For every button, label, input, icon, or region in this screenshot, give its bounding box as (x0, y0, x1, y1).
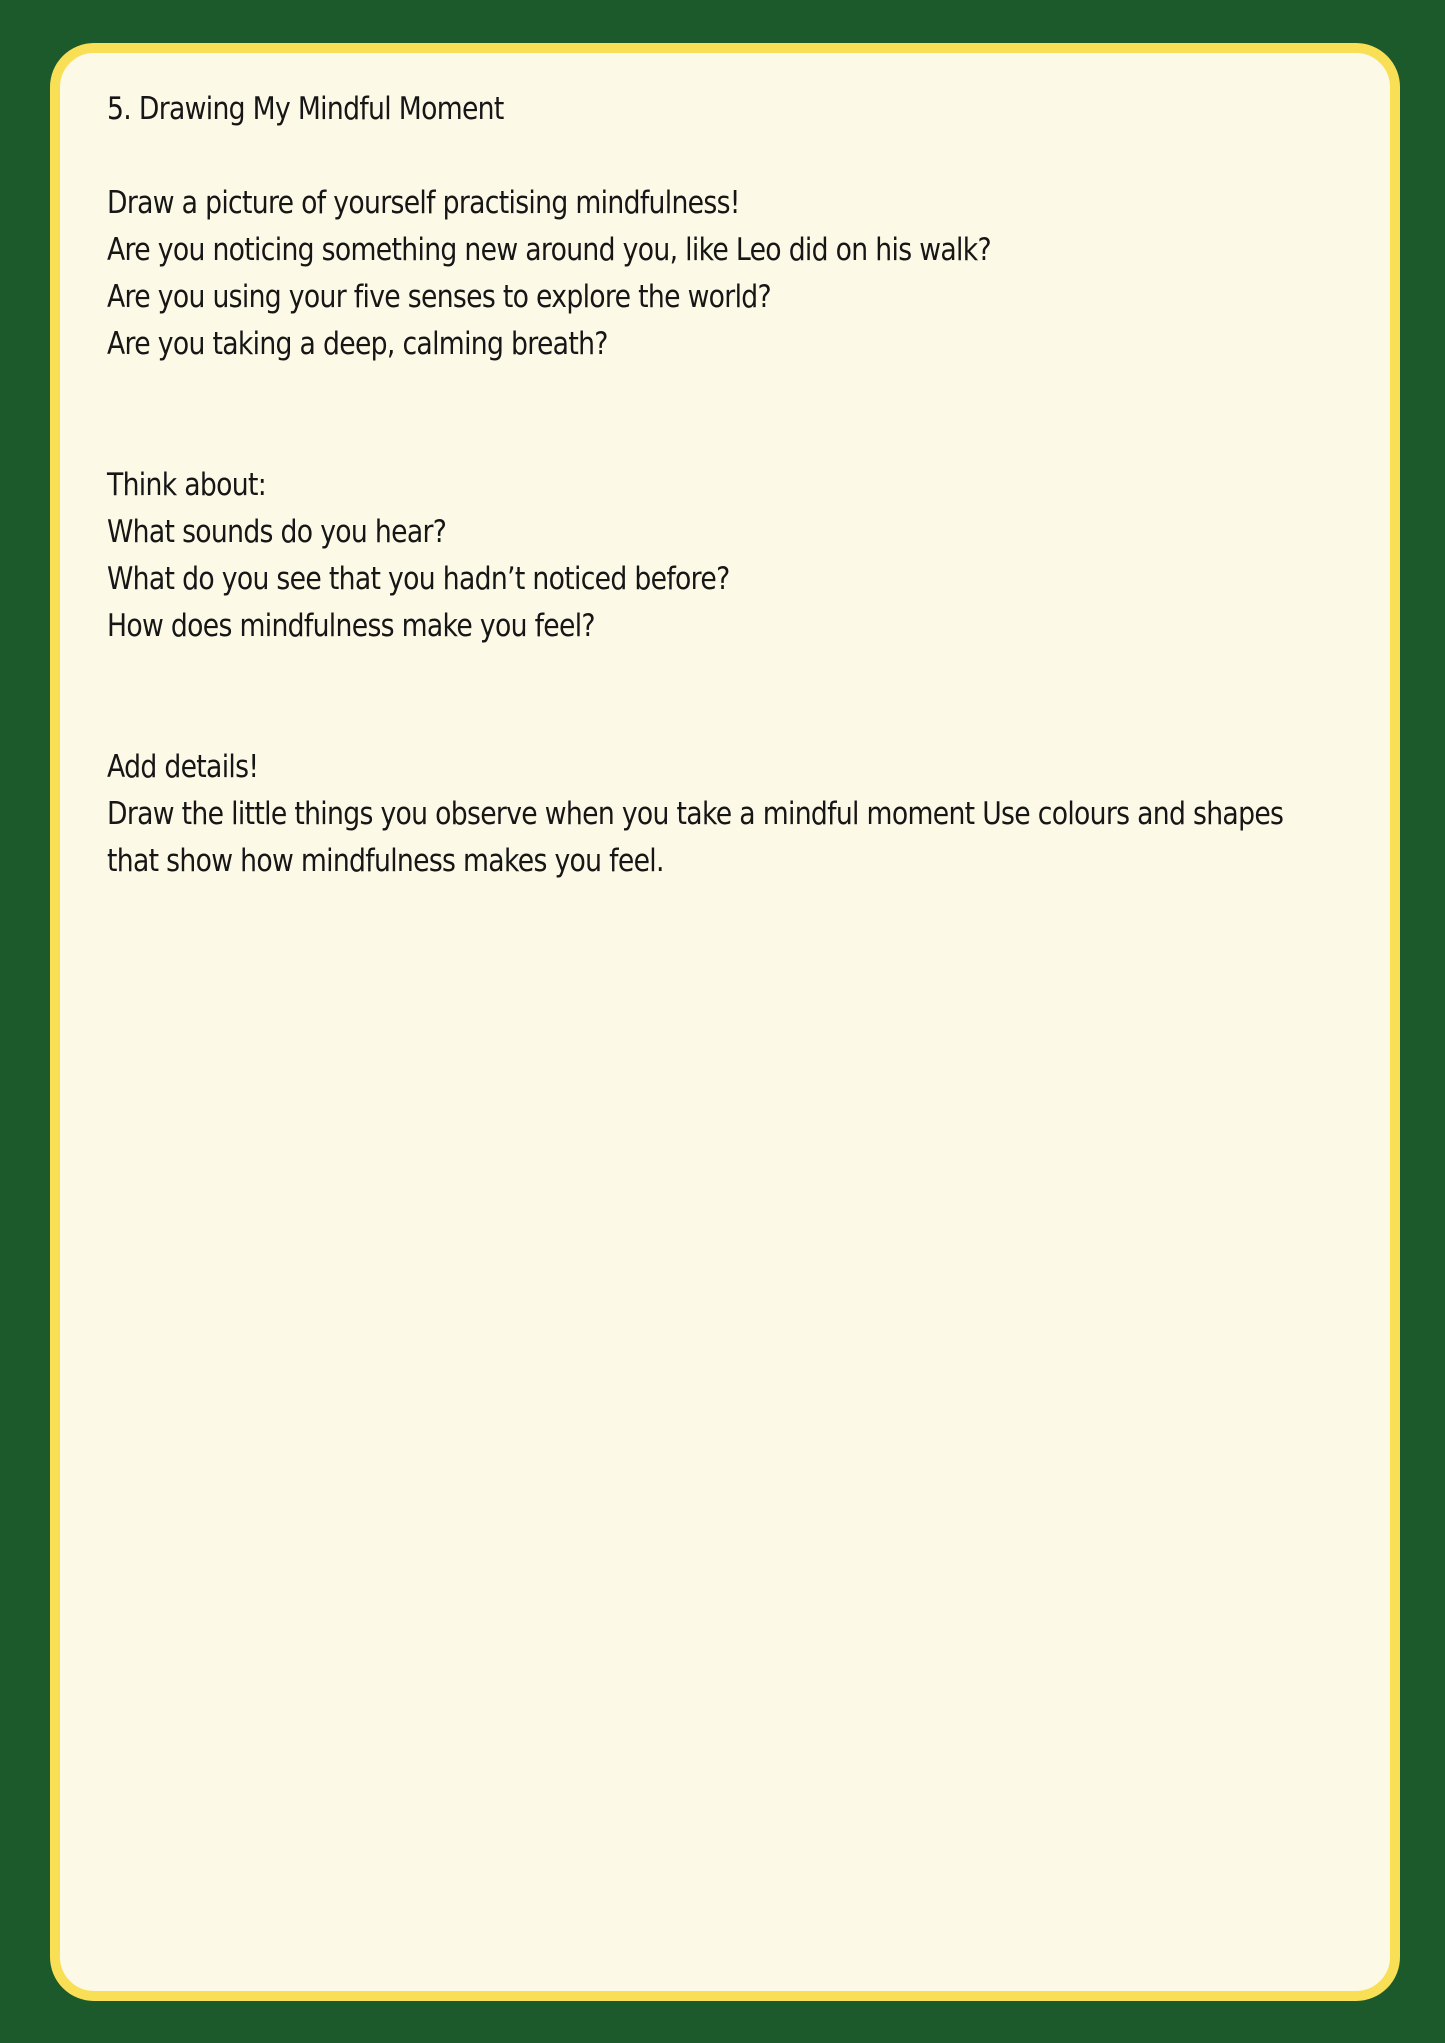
think-about-line: How does mindfulness make you feel? (107, 608, 595, 644)
intro-section (107, 180, 1173, 368)
page-title: 5. Drawing My Mindful Moment (107, 91, 504, 127)
think-about-heading: Think about: (107, 467, 267, 503)
think-about-line: What sounds do you hear? (107, 514, 447, 550)
add-details-heading: Add details! (107, 749, 259, 785)
add-details-line: that show how mindfulness makes you feel. (107, 843, 664, 879)
add-details-line: Draw the little things you observe when you take a mindful moment Use colours and shapes (107, 796, 1284, 832)
spacer (107, 650, 1173, 744)
spacer (107, 133, 1173, 180)
spacer (107, 368, 1173, 462)
intro-line: Draw a picture of yourself practising mindfulness! (107, 185, 740, 221)
think-about-section (107, 462, 1173, 650)
drawing-area[interactable] (70, 920, 1380, 1980)
think-about-line: What do you see that you hadn’t noticed before? (107, 561, 730, 597)
worksheet-content (107, 86, 1284, 885)
intro-line: Are you using your five senses to explore the world? (107, 279, 772, 315)
add-details-section (107, 744, 1284, 885)
intro-line: Are you taking a deep, calming breath? (107, 326, 608, 362)
intro-line: Are you noticing something new around you, like Leo did on his walk? (107, 232, 991, 268)
